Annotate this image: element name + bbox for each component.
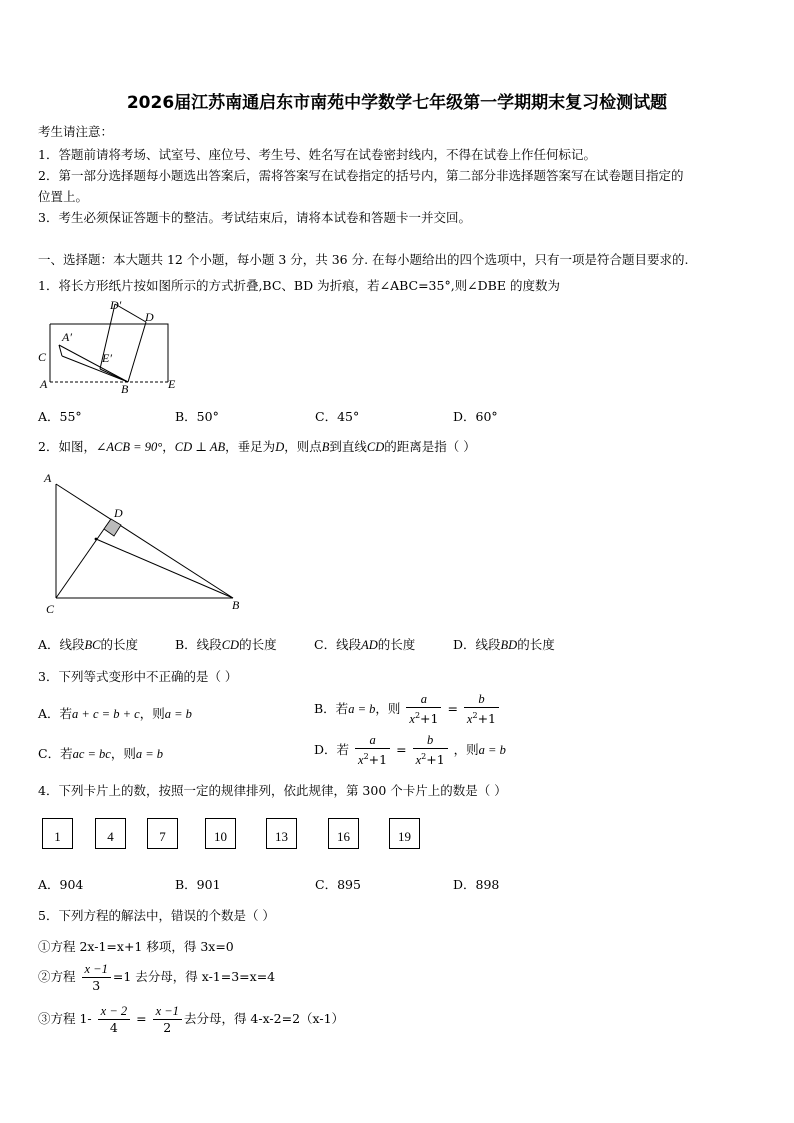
q1-option-c: C．45° xyxy=(315,409,360,424)
notice-item: 3．考生必须保证答题卡的整洁。考试结束后，请将本试卷和答题卡一并交回。 xyxy=(38,210,471,225)
number-card: 16 xyxy=(328,818,359,849)
q3-option-b: B．若a = b，则 $\frac{a}{x^2+1}$ = $\frac{b}{x^2+1}$ xyxy=(314,692,501,727)
label-a: A xyxy=(44,471,52,485)
q2-option-d: D．线段BD的长度 xyxy=(453,637,555,652)
q3-option-c: C．若ac = bc，则a = b xyxy=(38,746,164,761)
notice-heading: 考生请注意： xyxy=(38,124,114,139)
q2-triangle-figure xyxy=(38,468,250,618)
q3-option-d: D．若 $\frac{a}{x^2+1}$ = $\frac{b}{x^2+1}$ ，则a = b xyxy=(314,733,506,768)
label-d: D xyxy=(114,506,123,520)
label-b: B xyxy=(121,382,129,396)
q1-option-a: A．55° xyxy=(38,409,82,424)
question-4-stem: 4．下列卡片上的数，按照一定的规律排列，依此规律，第 300 个卡片上的数是（ ） xyxy=(38,783,507,798)
question-1-stem: 1．将长方形纸片按如图所示的方式折叠,BC、BD 为折痕，若∠ABC=35°,则∠DBE 的度数为 xyxy=(38,278,560,293)
page-title: 2026届江苏南通启东市南苑中学数学七年级第一学期期末复习检测试题 xyxy=(126,93,668,113)
q4-option-b: B．901 xyxy=(175,877,221,892)
label-c: C xyxy=(38,350,47,364)
label-d: D xyxy=(145,310,154,324)
label-d-prime: D′ xyxy=(110,298,122,312)
label-b: B xyxy=(232,598,240,612)
q4-option-d: D．898 xyxy=(453,877,500,892)
section-heading: 一、选择题：本大题共 12 个小题，每小题 3 分，共 36 分. 在每小题给出的四个选项中，只有一项是符合题目要求的. xyxy=(38,252,689,267)
notice-item: 2．第一部分选择题每小题选出答案后，需将答案写在试卷指定的括号内，第二部分非选择题答案写在试卷题目指定的 xyxy=(38,168,684,183)
number-card: 10 xyxy=(205,818,236,849)
q5-item-1: ①方程 2x-1=x+1 移项，得 3x=0 xyxy=(38,939,234,954)
number-card: 7 xyxy=(147,818,178,849)
question-5-stem: 5．下列方程的解法中，错误的个数是（ ） xyxy=(38,908,275,923)
q1-fold-figure xyxy=(30,292,190,396)
q5-item-3: ③方程 1- $\frac{x - 2}{4}$ = $\frac{x -1}{2}$ 去分母，得 4-x-2=2（x-1） xyxy=(38,1004,345,1035)
number-card: 4 xyxy=(95,818,126,849)
q2-option-b: B．线段CD的长度 xyxy=(175,637,277,652)
question-2-stem: 2．如图，∠ACB = 90°，CD ⊥ AB，垂足为D，则点B到直线CD的距离是指（ ） xyxy=(38,439,476,454)
question-3-stem: 3．下列等式变形中不正确的是（ ） xyxy=(38,669,238,684)
q2-option-a: A．线段BC的长度 xyxy=(38,637,139,652)
number-card: 1 xyxy=(42,818,73,849)
q3-option-a: A．若a + c = b + c，则a = b xyxy=(38,706,192,721)
q5-item-2: ②方程 $\frac{x -1}{3}$ =1 去分母，得 x-1=3=x=4 xyxy=(38,962,276,993)
notice-item: 1．答题前请将考场、试室号、座位号、考生号、姓名写在试卷密封线内，不得在试卷上作任何标记。 xyxy=(38,147,596,162)
label-e: E xyxy=(168,377,176,391)
label-c: C xyxy=(46,602,55,616)
q1-option-b: B．50° xyxy=(175,409,219,424)
q1-option-d: D．60° xyxy=(453,409,498,424)
q4-option-c: C．895 xyxy=(315,877,361,892)
number-card: 13 xyxy=(266,818,297,849)
q4-option-a: A．904 xyxy=(38,877,84,892)
label-e-prime: E′ xyxy=(102,351,112,365)
q2-option-c: C．线段AD的长度 xyxy=(314,637,416,652)
label-a-prime: A′ xyxy=(62,330,72,344)
notice-item: 位置上。 xyxy=(38,189,89,204)
number-card: 19 xyxy=(389,818,420,849)
label-a: A xyxy=(40,377,48,391)
